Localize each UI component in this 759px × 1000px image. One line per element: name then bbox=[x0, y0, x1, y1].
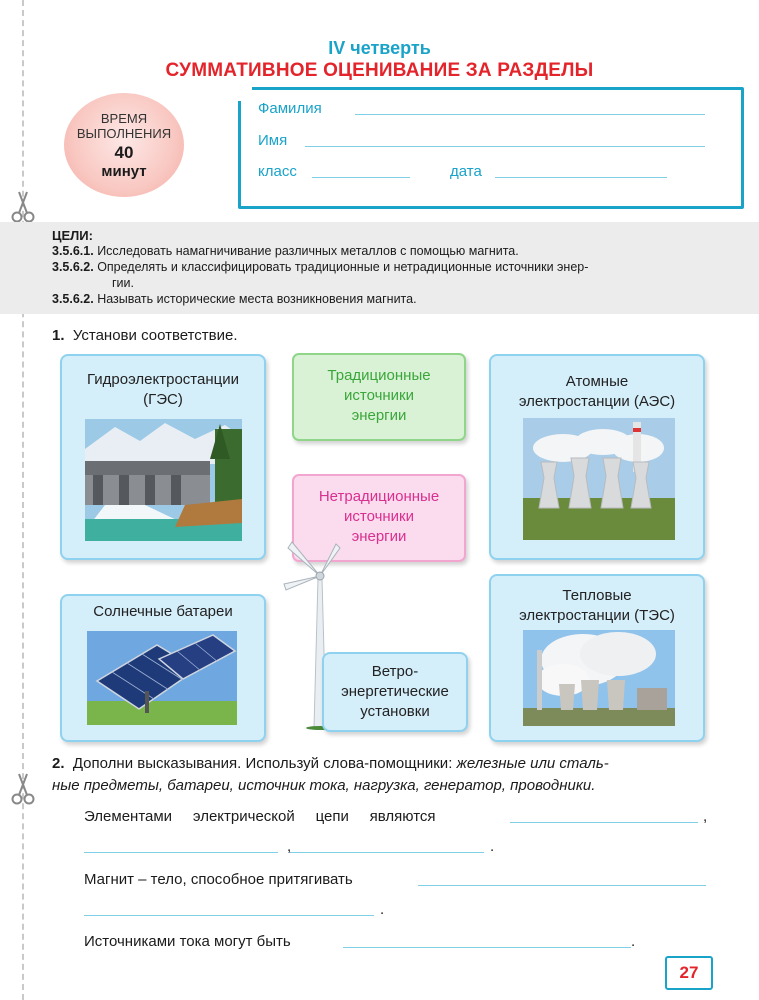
date-field[interactable] bbox=[495, 177, 667, 178]
date-label: дата bbox=[450, 163, 482, 180]
name-label: Имя bbox=[258, 132, 288, 149]
card-solar[interactable]: Солнечные батареи bbox=[60, 594, 266, 742]
sentence-2: Магнит – тело, способное притягивать bbox=[84, 871, 353, 888]
cut-line bbox=[22, 0, 24, 1000]
time-label-1: ВРЕМЯ bbox=[100, 111, 148, 126]
answer-line[interactable] bbox=[84, 915, 374, 916]
sentence-1: Элементами электрической цепи являются bbox=[84, 808, 436, 825]
comma: , bbox=[287, 838, 292, 855]
scissors-icon bbox=[10, 772, 36, 806]
answer-line[interactable] bbox=[84, 852, 278, 853]
category-traditional[interactable]: Традиционные источники энергии bbox=[292, 353, 466, 441]
page-number: 27 bbox=[665, 956, 713, 990]
time-value: 40 bbox=[114, 143, 134, 162]
time-label-2: ВЫПОЛНЕНИЯ bbox=[76, 126, 172, 141]
name-field[interactable] bbox=[305, 146, 705, 147]
scissors-icon bbox=[10, 190, 36, 224]
thermal-plant-photo bbox=[523, 630, 675, 726]
surname-field[interactable] bbox=[355, 114, 705, 115]
class-field[interactable] bbox=[312, 177, 410, 178]
goal-item: 3.5.6.2. Называть исторические места возникновения магнита. bbox=[52, 292, 417, 306]
period: . bbox=[631, 933, 636, 950]
card-thermal[interactable]: Тепловые электростанции (ТЭС) bbox=[489, 574, 705, 742]
nuclear-plant-photo bbox=[523, 418, 675, 540]
period: . bbox=[490, 838, 495, 855]
card-nuclear[interactable]: Атомные электростанции (АЭС) bbox=[489, 354, 705, 560]
class-label: класс bbox=[258, 163, 297, 180]
hydro-dam-photo bbox=[85, 419, 242, 541]
answer-line[interactable] bbox=[343, 947, 631, 948]
comma: , bbox=[703, 808, 708, 825]
quarter-label: IV четверть bbox=[328, 38, 431, 58]
answer-line[interactable] bbox=[418, 885, 706, 886]
time-unit: минут bbox=[101, 163, 147, 180]
period: . bbox=[380, 901, 385, 918]
goals-title: ЦЕЛИ: bbox=[52, 228, 93, 243]
goal-item-cont: гии. bbox=[112, 276, 134, 290]
goal-item: 3.5.6.2. Определять и классифицировать традиционные и нетрадиционные источники энер- bbox=[52, 260, 589, 274]
solar-panels-photo bbox=[87, 631, 237, 725]
category-nontraditional[interactable]: Нетрадиционные источники энергии bbox=[292, 474, 466, 562]
page-title: СУММАТИВНОЕ ОЦЕНИВАНИЕ ЗА РАЗДЕЛЫ bbox=[165, 60, 594, 81]
task2-heading: 2. Дополни высказывания. Используй слова-помощники: железные или сталь- ные предметы, батареи, источник тока, нагрузка, генератор, проводники. bbox=[52, 755, 609, 794]
surname-label: Фамилия bbox=[258, 100, 322, 117]
card-hydro[interactable]: Гидроэлектростанции (ГЭС) bbox=[60, 354, 266, 560]
time-badge bbox=[64, 93, 184, 197]
answer-line[interactable] bbox=[290, 852, 484, 853]
sentence-3: Источниками тока могут быть bbox=[84, 933, 291, 950]
goal-item: 3.5.6.1. Исследовать намагничивание различных металлов с помощью магнита. bbox=[52, 244, 519, 258]
answer-line[interactable] bbox=[510, 822, 698, 823]
card-wind[interactable]: Ветро- энергетические установки bbox=[322, 652, 468, 732]
task1-heading: 1. Установи соответствие. bbox=[52, 327, 238, 344]
